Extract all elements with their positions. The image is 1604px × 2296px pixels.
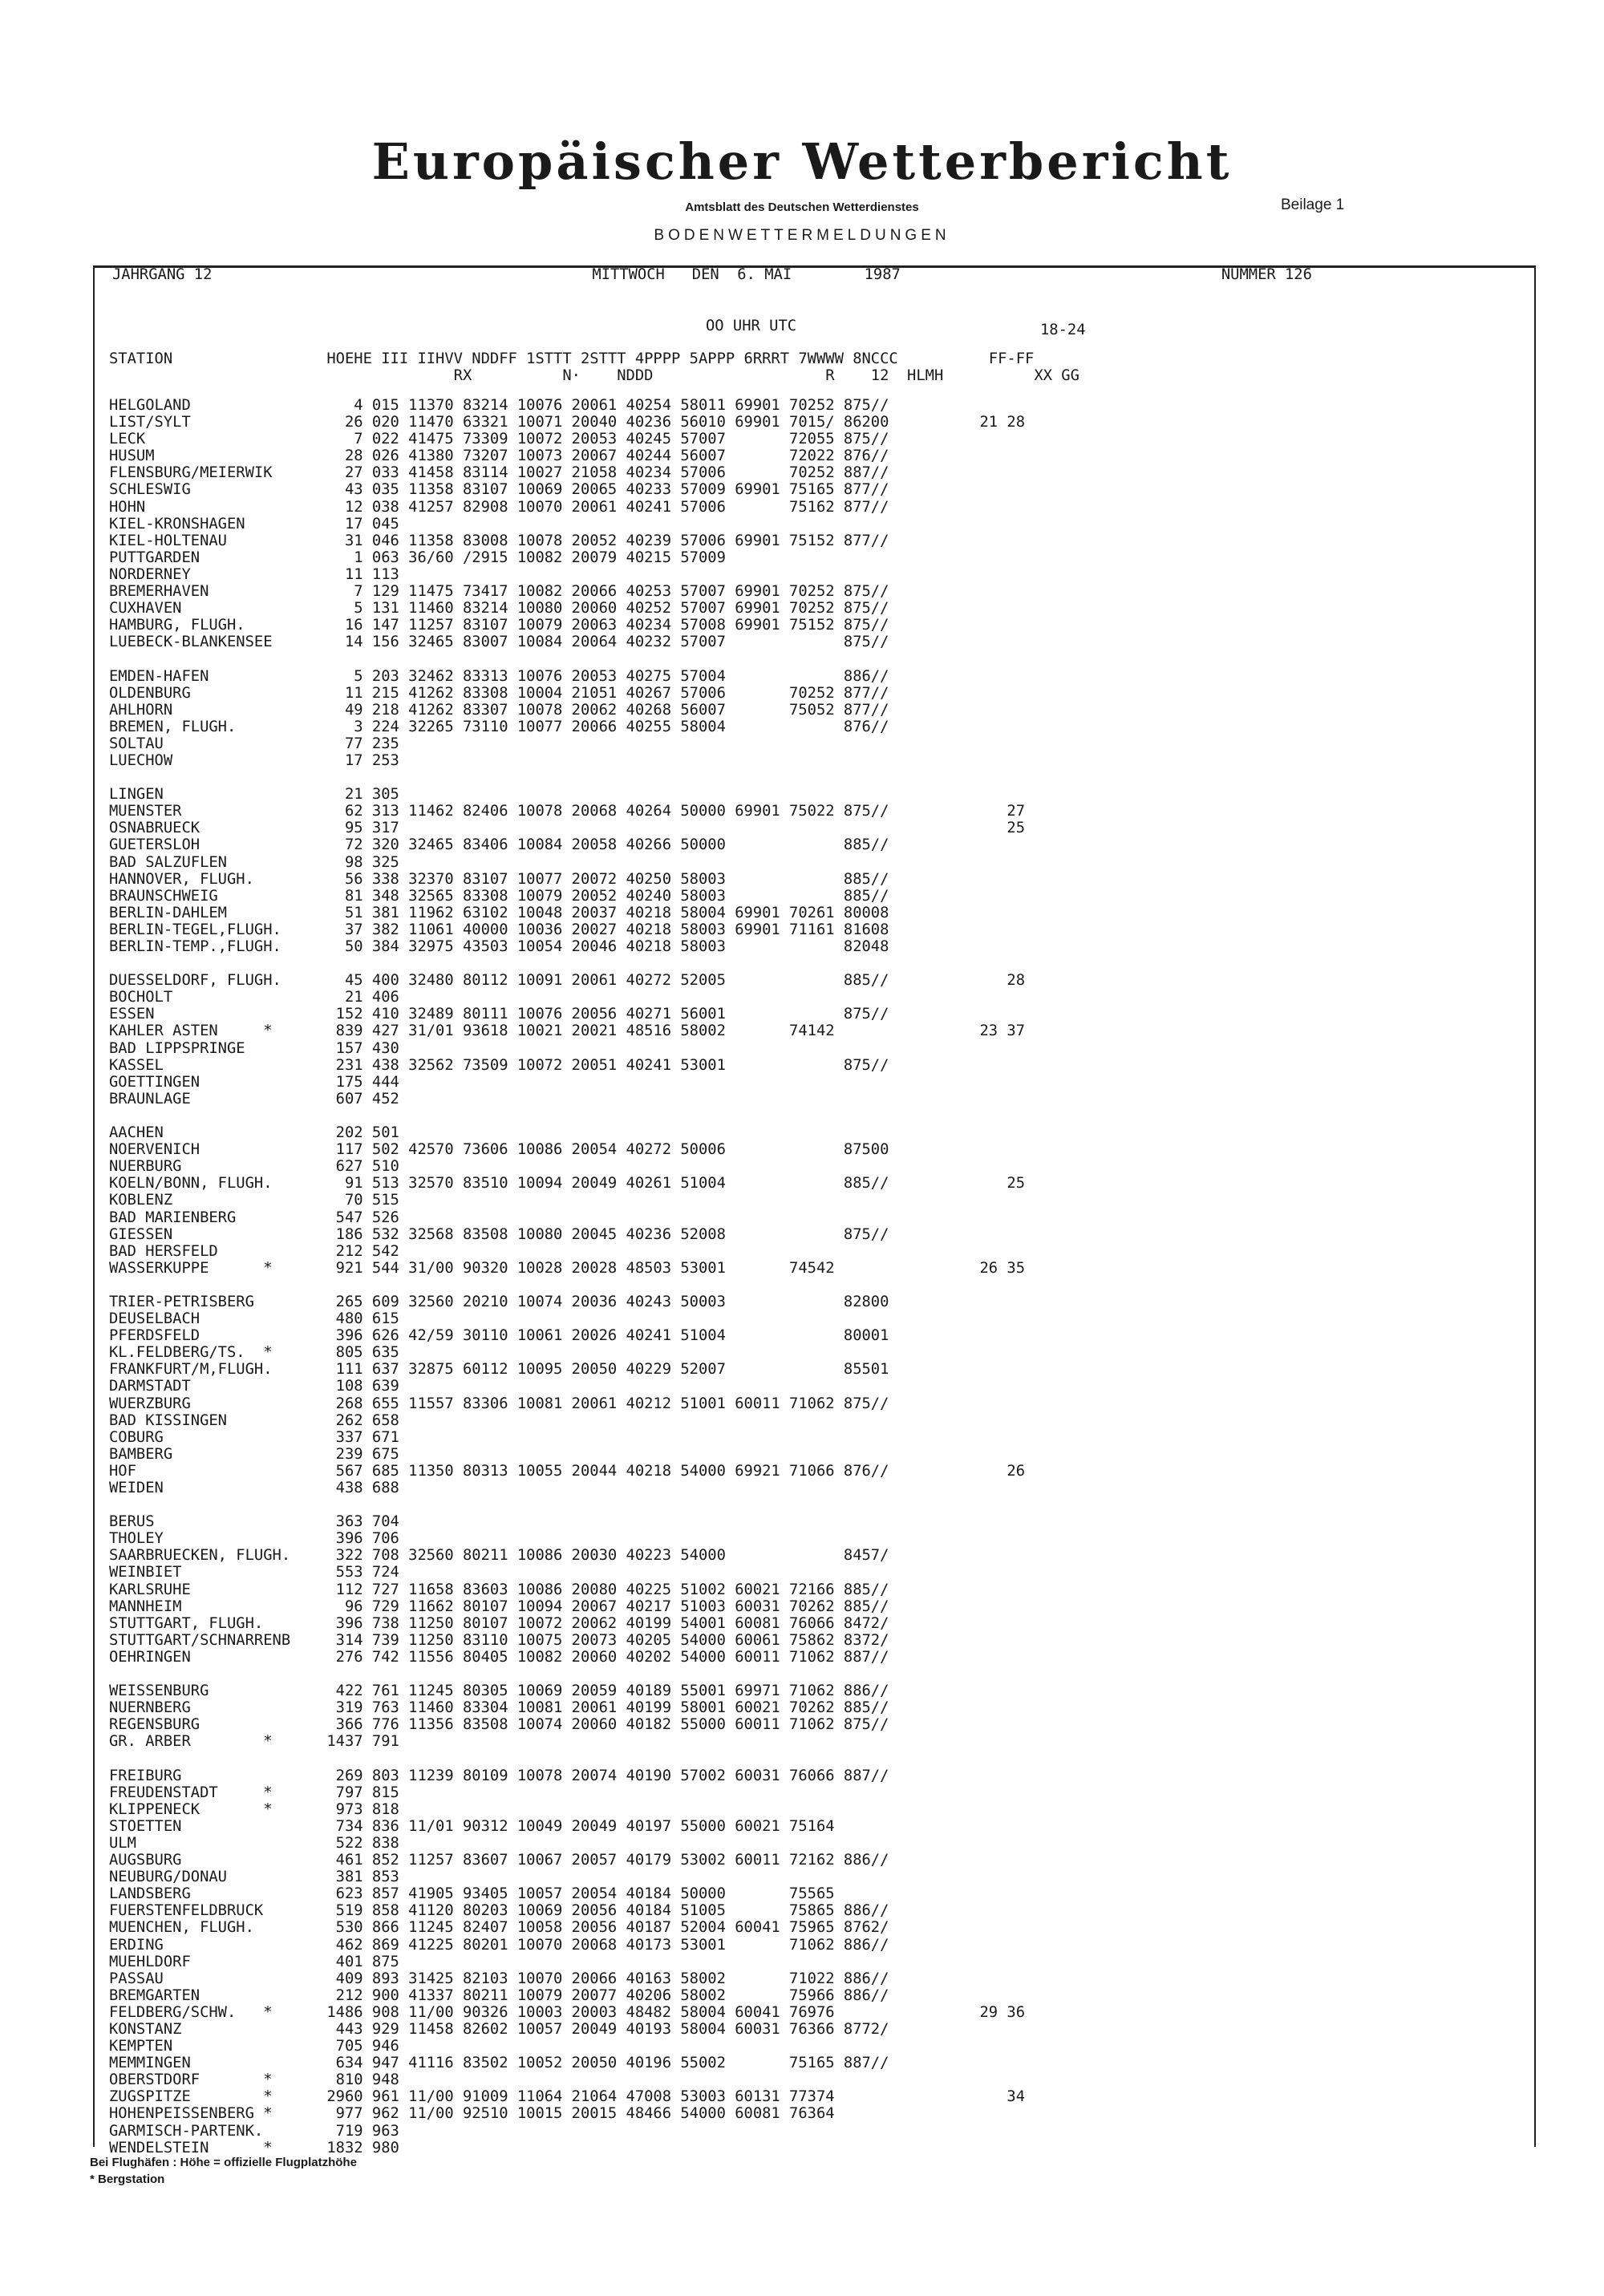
station-row: STUTTGART, FLUGH. 396 738 11250 80107 10072 20062 40199 54001 60081 76066 8472/	[109, 1614, 889, 1632]
station-row: BERLIN-TEGEL,FLUGH. 37 382 11061 40000 10036 20027 40218 58003 69901 71161 81608	[109, 921, 889, 938]
station-row: COBURG 337 671	[109, 1428, 399, 1446]
station-row: FUERSTENFELDBRUCK 519 858 41120 80203 10069 20056 40184 51005 75865 886//	[109, 1902, 889, 1920]
station-row: WASSERKUPPE * 921 544 31/00 90320 10028 20028 48503 53001 74542 26 35	[109, 1259, 1026, 1277]
footnotes	[90, 2154, 357, 2188]
station-row: GOETTINGEN 175 444	[109, 1073, 399, 1091]
station-row: BAD LIPPSPRINGE 157 430	[109, 1039, 399, 1057]
footnote-mountain: * Bergstation	[90, 2172, 165, 2186]
station-row: ESSEN 152 410 32489 80111 10076 20056 40271 56001 875//	[109, 1006, 889, 1023]
station-table	[109, 397, 1025, 2156]
station-row: BERLIN-TEMP.,FLUGH. 50 384 32975 43503 10054 20046 40218 58003 82048	[109, 938, 889, 955]
station-row: GIESSEN 186 532 32568 83508 10080 20045 40236 52008 875//	[109, 1225, 889, 1243]
station-row: MEMMINGEN 634 947 41116 83502 10052 20050 40196 55002 75165 887//	[109, 2055, 889, 2072]
station-row: KLIPPENECK * 973 818	[109, 1800, 399, 1818]
station-row: DEUSELBACH 480 615	[109, 1310, 399, 1328]
station-row: KAHLER ASTEN * 839 427 31/01 93618 10021 20021 48516 58002 74142 23 37	[109, 1022, 1026, 1040]
group-spacer	[109, 1666, 1025, 1683]
station-row: FLENSBURG/MEIERWIK 27 033 41458 83114 10027 21058 40234 57006 70252 887//	[109, 464, 889, 482]
station-row: WEIDEN 438 688	[109, 1480, 399, 1496]
station-row: BOCHOLT 21 406	[109, 989, 399, 1006]
station-row: EMDEN-HAFEN 5 203 32462 83313 10076 20053 40275 57004 886//	[109, 667, 889, 685]
station-row: BAMBERG 239 675	[109, 1445, 399, 1463]
station-row: FREIBURG 269 803 11239 80109 10078 20074 40190 57002 60031 76066 887//	[109, 1767, 889, 1784]
station-row: HOHN 12 038 41257 82908 10070 20061 40241 57006 75162 877//	[109, 498, 889, 516]
report-title: Europäischer Wetterbericht	[371, 132, 1233, 191]
station-row: BERUS 363 704	[109, 1513, 399, 1531]
station-row: SOLTAU 77 235	[109, 735, 399, 752]
station-row: MUEHLDORF 401 875	[109, 1953, 399, 1970]
station-row: MUENCHEN, FLUGH. 530 866 11245 82407 10058 20056 40187 52004 60041 75965 8762/	[109, 1919, 889, 1937]
station-row: KL.FELDBERG/TS. * 805 635	[109, 1344, 399, 1362]
station-row: HELGOLAND 4 015 11370 83214 10076 20061 40254 58011 69901 70252 875//	[109, 397, 889, 414]
station-row: SCHLESWIG 43 035 11358 83107 10069 20065 40233 57009 69901 75165 877//	[109, 481, 889, 499]
station-row: ULM 522 838	[109, 1834, 399, 1852]
station-row: WUERZBURG 268 655 11557 83306 10081 20061 40212 51001 60011 71062 875//	[109, 1395, 889, 1412]
column-header-2: RX N· NDDD R 12 HLMH XX GG	[109, 367, 1079, 384]
group-spacer	[109, 1277, 1025, 1294]
station-row: STUTTGART/SCHNARRENB 314 739 11250 83110 10075 20073 40205 54000 60061 75862 8372/	[109, 1631, 889, 1649]
station-row: KASSEL 231 438 32562 73509 10072 20051 40241 53001 875//	[109, 1056, 889, 1074]
station-row: BAD SALZUFLEN 98 325	[109, 853, 399, 871]
group-spacer	[109, 955, 1025, 972]
station-row: OEHRINGEN 276 742 11556 80405 10082 20060 40202 54000 60011 71062 887//	[109, 1648, 889, 1666]
station-row: BAD HERSFELD 212 542	[109, 1242, 399, 1260]
station-row: DARMSTADT 108 639	[109, 1378, 399, 1395]
group-spacer	[109, 1751, 1025, 1768]
station-row: MANNHEIM 96 729 11662 80107 10094 20067 40217 51003 60031 70262 885//	[109, 1597, 889, 1615]
station-row: BERLIN-DAHLEM 51 381 11962 63102 10048 20037 40218 58004 69901 70261 80008	[109, 904, 889, 921]
station-row: CUXHAVEN 5 131 11460 83214 10080 20060 40252 57007 69901 70252 875//	[109, 600, 889, 618]
station-row: WEISSENBURG 422 761 11245 80305 10069 20059 40189 55001 69971 71062 886//	[109, 1683, 889, 1700]
station-row: LANDSBERG 623 857 41905 93405 10057 20054 40184 50000 75565	[109, 1885, 835, 1903]
group-spacer	[109, 1108, 1025, 1124]
station-row: NEUBURG/DONAU 381 853	[109, 1869, 399, 1886]
station-row: BAD MARIENBERG 547 526	[109, 1209, 399, 1226]
station-row: AACHEN 202 501	[109, 1124, 399, 1142]
station-row: ZUGSPITZE * 2960 961 11/00 91009 11064 21064 47008 53003 60131 77374 34	[109, 2088, 1026, 2106]
station-row: KOBLENZ 70 515	[109, 1192, 399, 1209]
station-row: LECK 7 022 41475 73309 10072 20053 40245 57007 72055 875//	[109, 431, 889, 448]
station-row: LINGEN 21 305	[109, 786, 399, 804]
station-row: NUERBURG 627 510	[109, 1158, 399, 1176]
station-row: THOLEY 396 706	[109, 1530, 399, 1548]
station-row: KONSTANZ 443 929 11458 82602 10057 20049 40193 58004 60031 76366 8772/	[109, 2021, 889, 2038]
station-row: KOELN/BONN, FLUGH. 91 513 32570 83510 10094 20049 40261 51004 885// 25	[109, 1175, 1026, 1193]
section-title: BODENWETTERMELDUNGEN	[654, 227, 950, 244]
station-row: PASSAU 409 893 31425 82103 10070 20066 40163 58002 71022 886//	[109, 1970, 889, 1987]
station-row: NUERNBERG 319 763 11460 83304 10081 20061 40199 58001 60021 70262 885//	[109, 1699, 889, 1717]
station-row: GR. ARBER * 1437 791	[109, 1733, 399, 1751]
station-row: FRANKFURT/M,FLUGH. 111 637 32875 60112 10095 20050 40229 52007 85501	[109, 1361, 889, 1379]
station-row: GUETERSLOH 72 320 32465 83406 10084 20058 40266 50000 885//	[109, 836, 889, 854]
station-row: BRAUNSCHWEIG 81 348 32565 83308 10079 20052 40240 58003 885//	[109, 887, 889, 905]
station-row: OLDENBURG 11 215 41262 83308 10004 21051 40267 57006 70252 877//	[109, 684, 889, 702]
station-row: SAARBRUECKEN, FLUGH. 322 708 32560 80211 10086 20030 40223 54000 8457/	[109, 1547, 889, 1565]
observation-time: OO UHR UTC	[706, 318, 797, 334]
station-row: LUEBECK-BLANKENSEE 14 156 32465 83007 10084 20064 40232 57007 875//	[109, 634, 889, 651]
station-row: MUENSTER 62 313 11462 82406 10078 20068 40264 50000 69901 75022 875// 27	[109, 803, 1026, 820]
station-row: WEINBIET 553 724	[109, 1564, 399, 1581]
station-row: REGENSBURG 366 776 11356 83508 10074 20060 40182 55000 60011 71062 875//	[109, 1716, 889, 1734]
station-row: LUECHOW 17 253	[109, 751, 399, 769]
station-row: OBERSTDORF * 810 948	[109, 2071, 399, 2089]
group-spacer	[109, 1496, 1025, 1513]
station-row: KIEL-HOLTENAU 31 046 11358 83008 10078 20052 40239 57006 69901 75152 877//	[109, 532, 889, 549]
station-row: FELDBERG/SCHW. * 1486 908 11/00 90326 10003 20003 48482 58004 60041 76976 29 36	[109, 2003, 1026, 2021]
station-row: BREMEN, FLUGH. 3 224 32265 73110 10077 20066 40255 58004 876//	[109, 718, 889, 735]
station-row: AUGSBURG 461 852 11257 83607 10067 20057 40179 53002 60011 72162 886//	[109, 1852, 889, 1869]
station-row: KIEL-KRONSHAGEN 17 045	[109, 515, 399, 532]
station-row: STOETTEN 734 836 11/01 90312 10049 20049 40197 55000 60021 75164	[109, 1817, 835, 1835]
station-row: ERDING 462 869 41225 80201 10070 20068 40173 53001 71062 886//	[109, 1936, 889, 1954]
station-row: NORDERNEY 11 113	[109, 565, 399, 583]
station-row: OSNABRUECK 95 317 25	[109, 820, 1026, 837]
station-row: HANNOVER, FLUGH. 56 338 32370 83107 10077 20072 40250 58003 885//	[109, 870, 889, 888]
station-row: AHLHORN 49 218 41262 83307 10078 20062 40268 56007 75052 877//	[109, 701, 889, 719]
jahrgang: JAHRGANG 12	[112, 266, 213, 283]
station-row: BREMERHAVEN 7 129 11475 73417 10082 20066 40253 57007 69901 70252 875//	[109, 583, 889, 601]
station-row: HAMBURG, FLUGH. 16 147 11257 83107 10079 20063 40234 57008 69901 75152 875//	[109, 617, 889, 634]
station-row: GARMISCH-PARTENK. 719 963	[109, 2122, 399, 2140]
station-row: BRAUNLAGE 607 452	[109, 1090, 399, 1108]
station-row: NOERVENICH 117 502 42570 73606 10086 20054 40272 50006 87500	[109, 1141, 889, 1159]
station-row: PFERDSFELD 396 626 42/59 30110 10061 20026 40241 51004 80001	[109, 1327, 889, 1345]
period-label: 18-24	[1040, 322, 1086, 338]
column-header-1: STATION HOEHE III IIHVV NDDFF 1STTT 2STTT 4PPPP 5APPP 6RRRT 7WWWW 8NCCC FF-FF	[109, 350, 1035, 367]
station-row: BAD KISSINGEN 262 658	[109, 1411, 399, 1429]
station-row: FREUDENSTADT * 797 815	[109, 1784, 399, 1801]
station-row: HOHENPEISSENBERG * 977 962 11/00 92510 10015 20015 48466 54000 60081 76364	[109, 2105, 835, 2123]
station-row: KARLSRUHE 112 727 11658 83603 10086 20080 40225 51002 60021 72166 885//	[109, 1581, 889, 1598]
station-row: PUTTGARDEN 1 063 36/60 /2915 10082 20079 40215 57009	[109, 549, 726, 566]
footnote-airport: Bei Flughäfen : Höhe = offizielle Flugplatzhöhe	[90, 2156, 357, 2169]
issue-number: NUMMER 126	[1221, 266, 1312, 283]
issue-date: MITTWOCH DEN 6. MAI 1987	[592, 266, 901, 283]
supplement-label: Beilage 1	[1281, 196, 1345, 213]
issue-line	[112, 266, 1312, 283]
station-row: TRIER-PETRISBERG 265 609 32560 20210 10074 20036 40243 50003 82800	[109, 1293, 889, 1310]
station-row: BREMGARTEN 212 900 41337 80211 10079 20077 40206 58002 75966 886//	[109, 1986, 889, 2004]
station-row: HOF 567 685 11350 80313 10055 20044 40218 54000 69921 71066 876// 26	[109, 1462, 1026, 1480]
station-row: LIST/SYLT 26 020 11470 63321 10071 20040 40236 56010 69901 7015/ 86200 21 28	[109, 414, 1026, 431]
station-row: WENDELSTEIN * 1832 980	[109, 2139, 399, 2156]
station-row: HUSUM 28 026 41380 73207 10073 20067 40244 56007 72022 876//	[109, 447, 889, 465]
station-row: DUESSELDORF, FLUGH. 45 400 32480 80112 10091 20061 40272 52005 885// 28	[109, 972, 1026, 990]
report-subtitle: Amtsblatt des Deutschen Wetterdienstes	[685, 200, 919, 214]
station-row: KEMPTEN 705 946	[109, 2038, 399, 2055]
group-spacer	[109, 650, 1025, 667]
group-spacer	[109, 769, 1025, 786]
